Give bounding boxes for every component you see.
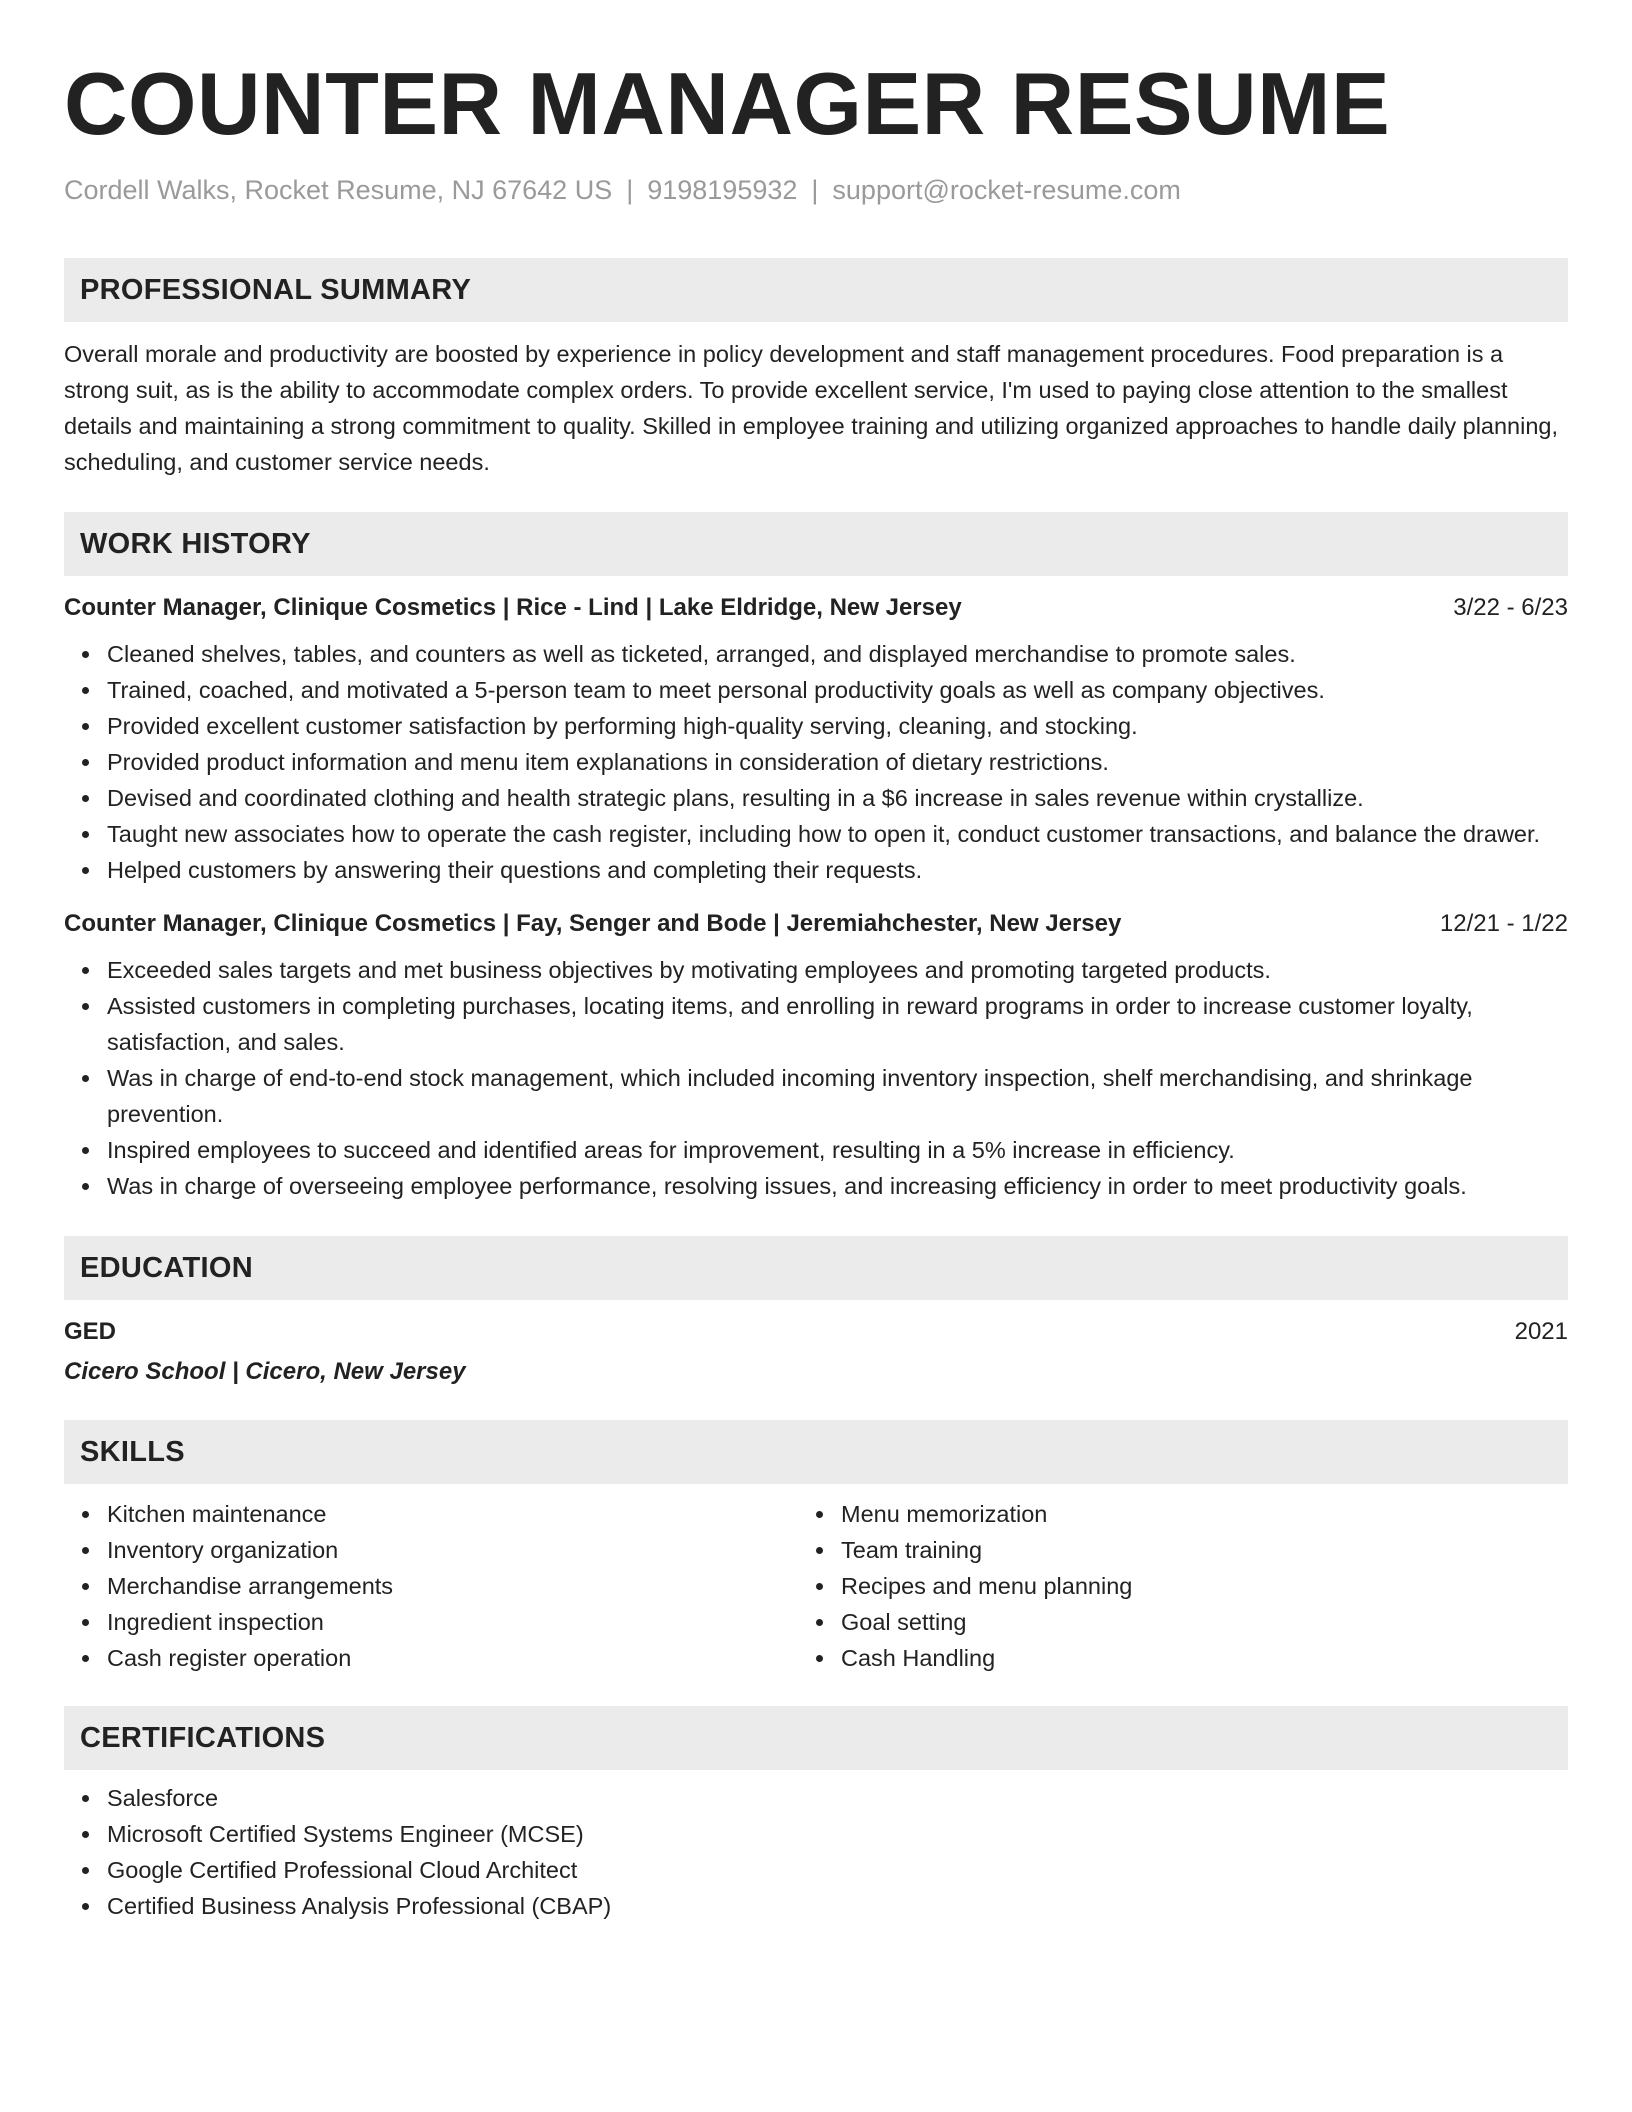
job-bullet: Helped customers by answering their questions and completing their requests.	[107, 852, 1568, 888]
job-title: Counter Manager, Clinique Cosmetics | Rice - Lind | Lake Eldridge, New Jersey	[64, 594, 962, 621]
certification-item: Microsoft Certified Systems Engineer (MCSE)	[107, 1816, 1568, 1852]
contact-line	[64, 174, 1568, 206]
job-bullet: Taught new associates how to operate the cash register, including how to open it, conduct customer transactions, and balance the drawer.	[107, 816, 1568, 852]
job-header	[64, 906, 1568, 942]
job-bullet: Trained, coached, and motivated a 5-person team to meet personal productivity goals as well as company objectives.	[107, 672, 1568, 708]
education-degree: GED	[64, 1318, 117, 1345]
certification-item: Salesforce	[107, 1780, 1568, 1816]
skills-list	[798, 1496, 1568, 1676]
job-bullets	[64, 952, 1568, 1204]
contact-phone: 9198195932	[647, 175, 798, 205]
job-entry	[64, 906, 1568, 1204]
job-bullet: Provided excellent customer satisfaction by performing high-quality serving, cleaning, and stocking.	[107, 708, 1568, 744]
job-bullet: Inspired employees to succeed and identified areas for improvement, resulting in a 5% increase in efficiency.	[107, 1132, 1568, 1168]
job-header	[64, 590, 1568, 626]
skill-item: Goal setting	[841, 1604, 1568, 1640]
job-bullet: Assisted customers in completing purchases, locating items, and enrolling in reward programs in order to increase customer loyalty, satisfaction, and sales.	[107, 988, 1568, 1060]
work-history-section	[64, 512, 1568, 1204]
skill-item: Kitchen maintenance	[107, 1496, 798, 1532]
education-heading: EDUCATION	[64, 1236, 1568, 1300]
skills-list	[64, 1496, 798, 1676]
skills-section	[64, 1420, 1568, 1676]
job-dates: 3/22 - 6/23	[1453, 594, 1568, 621]
job-bullets	[64, 636, 1568, 888]
contact-address: Cordell Walks, Rocket Resume, NJ 67642 US	[64, 175, 613, 205]
skills-column-left	[64, 1490, 798, 1676]
skill-item: Merchandise arrangements	[107, 1568, 798, 1604]
job-bullet: Provided product information and menu item explanations in consideration of dietary restrictions.	[107, 744, 1568, 780]
job-dates: 12/21 - 1/22	[1439, 910, 1568, 937]
skill-item: Cash register operation	[107, 1640, 798, 1676]
education-school: Cicero School | Cicero, New Jersey	[64, 1358, 466, 1385]
skill-item: Inventory organization	[107, 1532, 798, 1568]
summary-section	[64, 258, 1568, 480]
skill-item: Recipes and menu planning	[841, 1568, 1568, 1604]
skill-item: Menu memorization	[841, 1496, 1568, 1532]
education-section	[64, 1236, 1568, 1390]
certifications-section	[64, 1706, 1568, 1924]
certification-item: Certified Business Analysis Professional (CBAP)	[107, 1888, 1568, 1924]
job-bullet: Exceeded sales targets and met business objectives by motivating employees and promoting targeted products.	[107, 952, 1568, 988]
summary-text: Overall morale and productivity are boosted by experience in policy development and staff management procedures. Food preparation is a strong suit, as is the ability to accommodate complex orders. To provide excellent service, I'm used to paying close attention to the smallest details and maintaining a strong commitment to quality. Skilled in employee training and utilizing organized approaches to handle daily planning, scheduling, and customer service needs.	[64, 341, 1559, 475]
skill-item: Ingredient inspection	[107, 1604, 798, 1640]
contact-separator: |	[626, 175, 634, 205]
job-bullet: Was in charge of overseeing employee performance, resolving issues, and increasing efficiency in order to meet productivity goals.	[107, 1168, 1568, 1204]
resume-title: COUNTER MANAGER RESUME	[64, 54, 1391, 153]
job-bullet: Was in charge of end-to-end stock management, which included incoming inventory inspection, shelf merchandising, and shrinkage prevention.	[107, 1060, 1568, 1132]
summary-heading: PROFESSIONAL SUMMARY	[64, 258, 1568, 322]
certifications-list	[64, 1780, 1568, 1924]
job-entry	[64, 590, 1568, 888]
work-history-heading: WORK HISTORY	[64, 512, 1568, 576]
education-header	[64, 1314, 1568, 1350]
contact-email: support@rocket-resume.com	[832, 175, 1181, 205]
job-bullet: Cleaned shelves, tables, and counters as well as ticketed, arranged, and displayed merchandise to promote sales.	[107, 636, 1568, 672]
contact-separator: |	[811, 175, 819, 205]
skill-item: Team training	[841, 1532, 1568, 1568]
job-title: Counter Manager, Clinique Cosmetics | Fay, Senger and Bode | Jeremiahchester, New Jersey	[64, 910, 1122, 937]
certifications-heading: CERTIFICATIONS	[64, 1706, 1568, 1770]
education-year: 2021	[1514, 1318, 1568, 1345]
skills-columns	[64, 1490, 1568, 1676]
skill-item: Cash Handling	[841, 1640, 1568, 1676]
skills-heading: SKILLS	[64, 1420, 1568, 1484]
skills-column-right	[798, 1490, 1568, 1676]
job-bullet: Devised and coordinated clothing and health strategic plans, resulting in a $6 increase in sales revenue within crystallize.	[107, 780, 1568, 816]
certification-item: Google Certified Professional Cloud Architect	[107, 1852, 1568, 1888]
